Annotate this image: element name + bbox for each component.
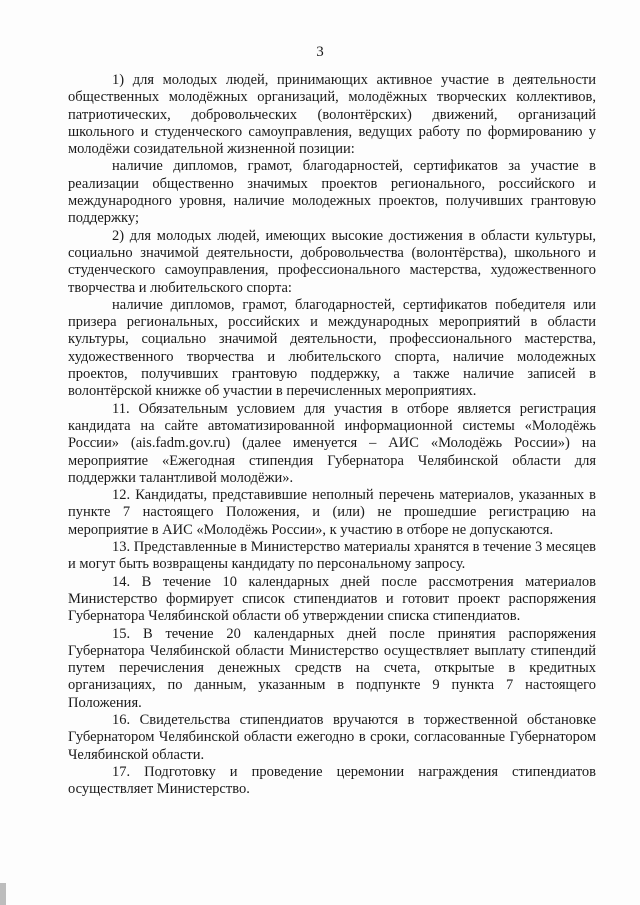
paragraph-15-payment: 15. В течение 20 календарных дней после принятия распоряжения Губернатора Челябинской области Министерство осуществляет выплату стипендий путем перечисления денежных средств на счета, открытые в кредитных организациях, по данным, указанным в подпункте 9 пункта 7 настоящего Положения. (68, 625, 596, 711)
paragraph-16-certificates: 16. Свидетельства стипендиатов вручаются в торжественной обстановке Губернатором Челябинской области ежегодно в сроки, согласованные Губернатором Челябинской области. (68, 711, 596, 763)
paragraph-2-criteria: наличие дипломов, грамот, благодарностей, сертификатов победителя или призера региональных, российских и международных мероприятий в области культуры, социально значимой деятельности, профессионального мастерства, художественного творчества и любительского спорта, наличие молодежных проектов, получивших грантовую поддержку, а также наличие записей в волонтёрской книжке об участии в перечисленных мероприятиях. (68, 296, 596, 400)
paragraph-12-incomplete-materials: 12. Кандидаты, представившие неполный перечень материалов, указанных в пункте 7 настоящего Положения, и (или) не прошедшие регистрацию на мероприятие в АИС «Молодёжь России», к участию в отборе не допускаются. (68, 487, 596, 538)
paragraph-11-registration: 11. Обязательным условием для участия в отборе является регистрация кандидата на сайте автоматизированной информационной системы «Молодёжь России» (ais.fadm.gov.ru) (далее именуется – АИС «Молодёжь России») на мероприятие «Ежегодная стипендия Губернатора Челябинской области для поддержки талантливой молодёжи». (68, 400, 596, 486)
paragraph-1-criteria: наличие дипломов, грамот, благодарностей, сертификатов за участие в реализации общественно значимых проектов регионального, российского и международного уровня, наличие молодежных проектов, получивших грантовую поддержку; (68, 158, 596, 227)
document-body (68, 72, 596, 798)
page-number: 3 (316, 44, 324, 60)
paragraph-13-storage: 13. Представленные в Министерство материалы хранятся в течение 3 месяцев и могут быть возвращены кандидату по персональному запросу. (68, 539, 596, 573)
paragraph-2-high-achievers: 2) для молодых людей, имеющих высокие достижения в области культуры, социально значимой деятельности, добровольчества (волонтёрства), школьного и студенческого самоуправления, профессионального мастерства, художественного творчества и любительского спорта: (68, 227, 596, 296)
paragraph-1-youth-activists: 1) для молодых людей, принимающих активное участие в деятельности общественных молодёжных организаций, молодёжных творческих коллективов, патриотических, добровольческих (волонтёрских) движений, организаций школьного и студенческого самоуправления, ведущих работу по формированию у молодёжи созидательной жизненной позиции: (68, 72, 596, 158)
paragraph-14-scholar-list: 14. В течение 10 календарных дней после рассмотрения материалов Министерство формирует список стипендиатов и готовит проект распоряжения Губернатора Челябинской области об утверждении списка стипендиатов. (68, 573, 596, 625)
paragraph-17-ceremony: 17. Подготовку и проведение церемонии награждения стипендиатов осуществляет Министерство. (68, 763, 596, 798)
scan-edge-mark (0, 883, 6, 905)
